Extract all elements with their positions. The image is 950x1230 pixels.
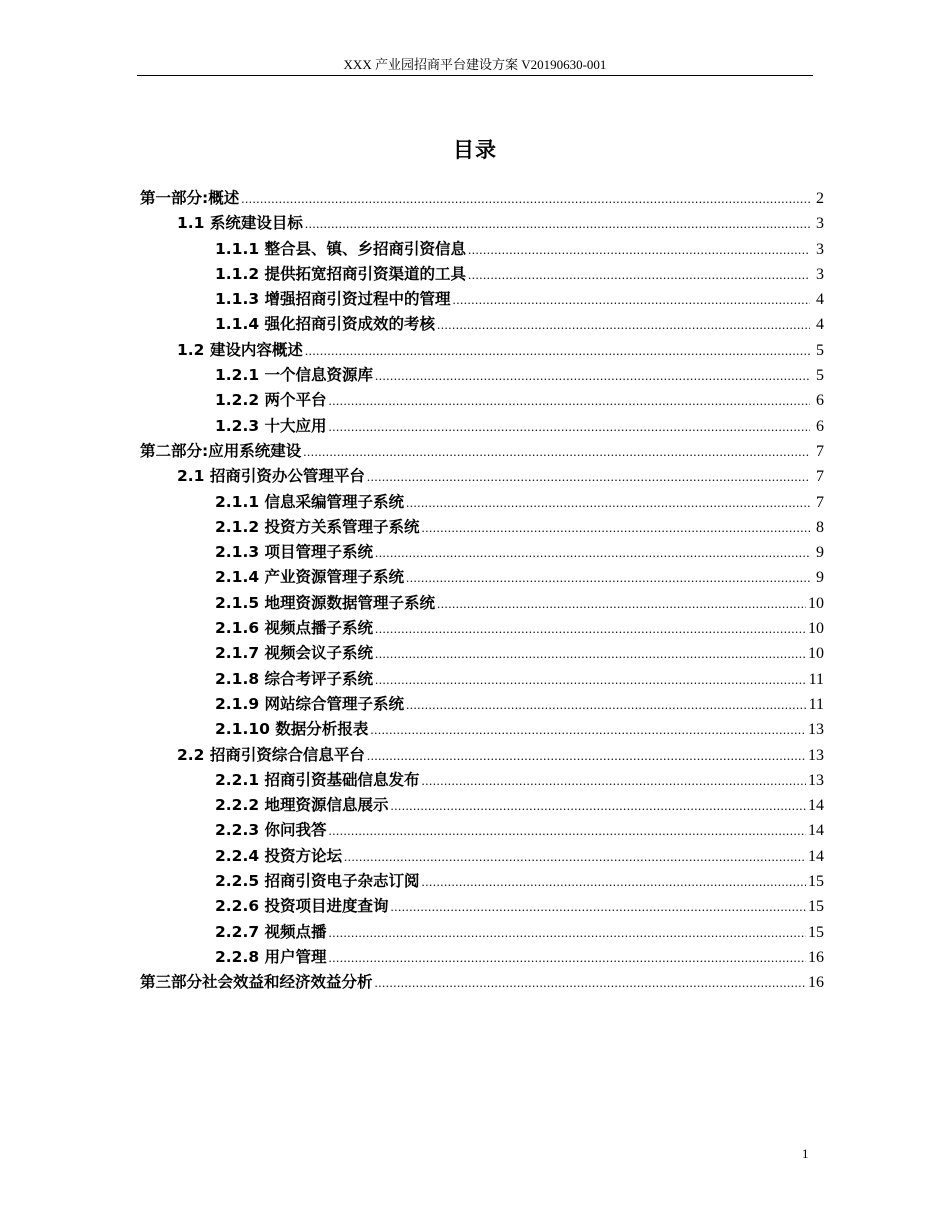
toc-entry-page: 8 [816, 518, 824, 536]
toc-entry-page: 15 [808, 898, 824, 916]
toc-entry[interactable] [140, 312, 824, 337]
toc-entry[interactable] [140, 388, 824, 413]
toc-entry[interactable] [140, 793, 824, 818]
toc-entry-label: 2.1.10 数据分析报表 [215, 720, 369, 739]
toc-entry-page: 16 [808, 948, 824, 966]
toc-entry[interactable] [140, 338, 824, 363]
toc-entry-page: 10 [808, 645, 824, 663]
toc-entry-label: 2.2.3 你问我答 [215, 821, 327, 840]
toc-entry[interactable] [140, 692, 824, 717]
toc-dot-leader [375, 970, 806, 995]
toc-entry-label: 1.2.1 一个信息资源库 [215, 366, 374, 385]
toc-entry-label: 2.2.2 地理资源信息展示 [215, 796, 389, 815]
toc-entry-page: 15 [808, 873, 824, 891]
toc-entry[interactable] [140, 363, 824, 388]
toc-dot-leader [329, 388, 810, 413]
toc-entry-page: 13 [808, 771, 824, 789]
toc-entry-page: 14 [808, 847, 824, 865]
toc-entry-page: 4 [816, 291, 824, 309]
toc-entry-page: 7 [816, 468, 824, 486]
toc-entry-label: 2.1.8 综合考评子系统 [215, 669, 374, 688]
toc-entry[interactable] [140, 490, 824, 515]
toc-dot-leader [406, 692, 807, 717]
toc-dot-leader [422, 869, 806, 894]
toc-entry-label: 1.1.3 增强招商引资过程中的管理 [215, 290, 451, 309]
toc-dot-leader [422, 768, 806, 793]
toc-entry[interactable] [140, 768, 824, 793]
toc-entry[interactable] [140, 439, 824, 464]
toc-entry[interactable] [140, 641, 824, 666]
toc-entry-label: 1.1.4 强化招商引资成效的考核 [215, 315, 436, 334]
toc-entry[interactable] [140, 515, 824, 540]
toc-entry-label: 2.2.1 招商引资基础信息发布 [215, 770, 420, 789]
toc-entry-page: 4 [816, 316, 824, 334]
toc-entry-page: 3 [816, 240, 824, 258]
toc-dot-leader [406, 490, 810, 515]
toc-entry-label: 第三部分社会效益和经济效益分析 [140, 973, 373, 992]
toc-entry[interactable] [140, 717, 824, 742]
toc-dot-leader [303, 439, 810, 464]
header-rule [137, 75, 813, 76]
toc-dot-leader [241, 186, 810, 211]
toc-entry-page: 15 [808, 923, 824, 941]
toc-entry-page: 10 [808, 594, 824, 612]
toc-dot-leader [367, 743, 806, 768]
toc-entry-page: 3 [816, 215, 824, 233]
toc-entry-label: 1.2.2 两个平台 [215, 391, 327, 410]
toc-entry-page: 14 [808, 797, 824, 815]
toc-entry-page: 9 [816, 569, 824, 587]
toc-entry[interactable] [140, 186, 824, 211]
toc-entry-page: 10 [808, 620, 824, 638]
toc-dot-leader [406, 565, 810, 590]
toc-entry-label: 2.1.4 产业资源管理子系统 [215, 568, 405, 587]
toc-entry-page: 14 [808, 822, 824, 840]
toc-dot-leader [468, 237, 810, 262]
toc-entry[interactable] [140, 920, 824, 945]
toc-dot-leader [468, 262, 810, 287]
toc-entry[interactable] [140, 262, 824, 287]
toc-entry-page: 6 [816, 417, 824, 435]
toc-entry-page: 13 [808, 746, 824, 764]
toc-entry-page: 5 [816, 341, 824, 359]
toc-dot-leader [437, 591, 806, 616]
toc-entry-page: 11 [808, 670, 824, 688]
toc-entry-label: 2.1 招商引资办公管理平台 [177, 467, 365, 486]
toc-dot-leader [367, 464, 810, 489]
toc-entry-label: 2.1.1 信息采编管理子系统 [215, 492, 405, 511]
toc-entry[interactable] [140, 464, 824, 489]
toc-dot-leader [437, 312, 810, 337]
toc-entry[interactable] [140, 869, 824, 894]
toc-dot-leader [422, 515, 810, 540]
toc-entry[interactable] [140, 237, 824, 262]
toc-dot-leader [375, 616, 806, 641]
toc-dot-leader [329, 945, 806, 970]
toc-entry[interactable] [140, 818, 824, 843]
toc-entry-page: 11 [808, 695, 824, 713]
toc-dot-leader [375, 363, 810, 388]
table-of-contents [140, 186, 824, 996]
toc-entry-label: 2.1.5 地理资源数据管理子系统 [215, 593, 436, 612]
toc-entry[interactable] [140, 287, 824, 312]
toc-dot-leader [329, 414, 810, 439]
toc-entry-label: 1.2 建设内容概述 [177, 340, 303, 359]
toc-entry-label: 2.2.4 投资方论坛 [215, 846, 343, 865]
toc-entry-page: 2 [816, 190, 824, 207]
toc-dot-leader [370, 717, 806, 742]
toc-entry-page: 13 [808, 721, 824, 739]
toc-entry[interactable] [140, 591, 824, 616]
toc-dot-leader [305, 211, 810, 236]
toc-entry-label: 2.1.3 项目管理子系统 [215, 543, 374, 562]
toc-entry-label: 第二部分:应用系统建设 [140, 441, 302, 460]
page-number: 1 [802, 1146, 809, 1161]
toc-dot-leader [391, 793, 806, 818]
toc-entry-label: 2.2.5 招商引资电子杂志订阅 [215, 872, 420, 891]
toc-entry-page: 7 [816, 493, 824, 511]
toc-dot-leader [391, 894, 806, 919]
toc-entry[interactable] [140, 667, 824, 692]
toc-entry[interactable] [140, 844, 824, 869]
toc-entry-label: 1.2.3 十大应用 [215, 416, 327, 435]
toc-entry-label: 1.1 系统建设目标 [177, 214, 303, 233]
toc-entry[interactable] [140, 211, 824, 236]
toc-entry-label: 2.2 招商引资综合信息平台 [177, 745, 365, 764]
running-header: XXX 产业园招商平台建设方案 V20190630-001 [343, 57, 607, 72]
toc-entry[interactable] [140, 894, 824, 919]
toc-entry[interactable] [140, 970, 824, 995]
toc-entry-page: 9 [816, 544, 824, 562]
toc-entry-label: 1.1.1 整合县、镇、乡招商引资信息 [215, 239, 467, 258]
toc-dot-leader [329, 818, 806, 843]
toc-entry-label: 2.2.6 投资项目进度查询 [215, 897, 389, 916]
toc-entry-label: 1.1.2 提供拓宽招商引资渠道的工具 [215, 264, 467, 283]
toc-entry-page: 3 [816, 265, 824, 283]
toc-entry[interactable] [140, 540, 824, 565]
toc-dot-leader [344, 844, 806, 869]
toc-entry-page: 7 [816, 442, 824, 460]
toc-entry[interactable] [140, 616, 824, 641]
toc-entry-label: 2.1.2 投资方关系管理子系统 [215, 517, 420, 536]
toc-dot-leader [375, 641, 806, 666]
toc-entry-label: 第一部分:概述 [140, 189, 240, 207]
toc-entry-label: 2.2.8 用户管理 [215, 947, 327, 966]
toc-dot-leader [305, 338, 810, 363]
toc-entry-label: 2.2.7 视频点播 [215, 922, 327, 941]
toc-entry-label: 2.1.6 视频点播子系统 [215, 619, 374, 638]
toc-dot-leader [375, 540, 810, 565]
toc-entry-page: 6 [816, 392, 824, 410]
toc-entry-label: 2.1.7 视频会议子系统 [215, 644, 374, 663]
toc-entry-page: 16 [808, 974, 824, 992]
toc-dot-leader [375, 667, 807, 692]
toc-entry[interactable] [140, 414, 824, 439]
toc-entry[interactable] [140, 945, 824, 970]
toc-entry[interactable] [140, 743, 824, 768]
toc-title: 目录 [453, 138, 497, 162]
toc-entry-label: 2.1.9 网站综合管理子系统 [215, 694, 405, 713]
toc-entry-page: 5 [816, 367, 824, 385]
toc-entry[interactable] [140, 565, 824, 590]
toc-dot-leader [329, 920, 806, 945]
toc-dot-leader [453, 287, 810, 312]
